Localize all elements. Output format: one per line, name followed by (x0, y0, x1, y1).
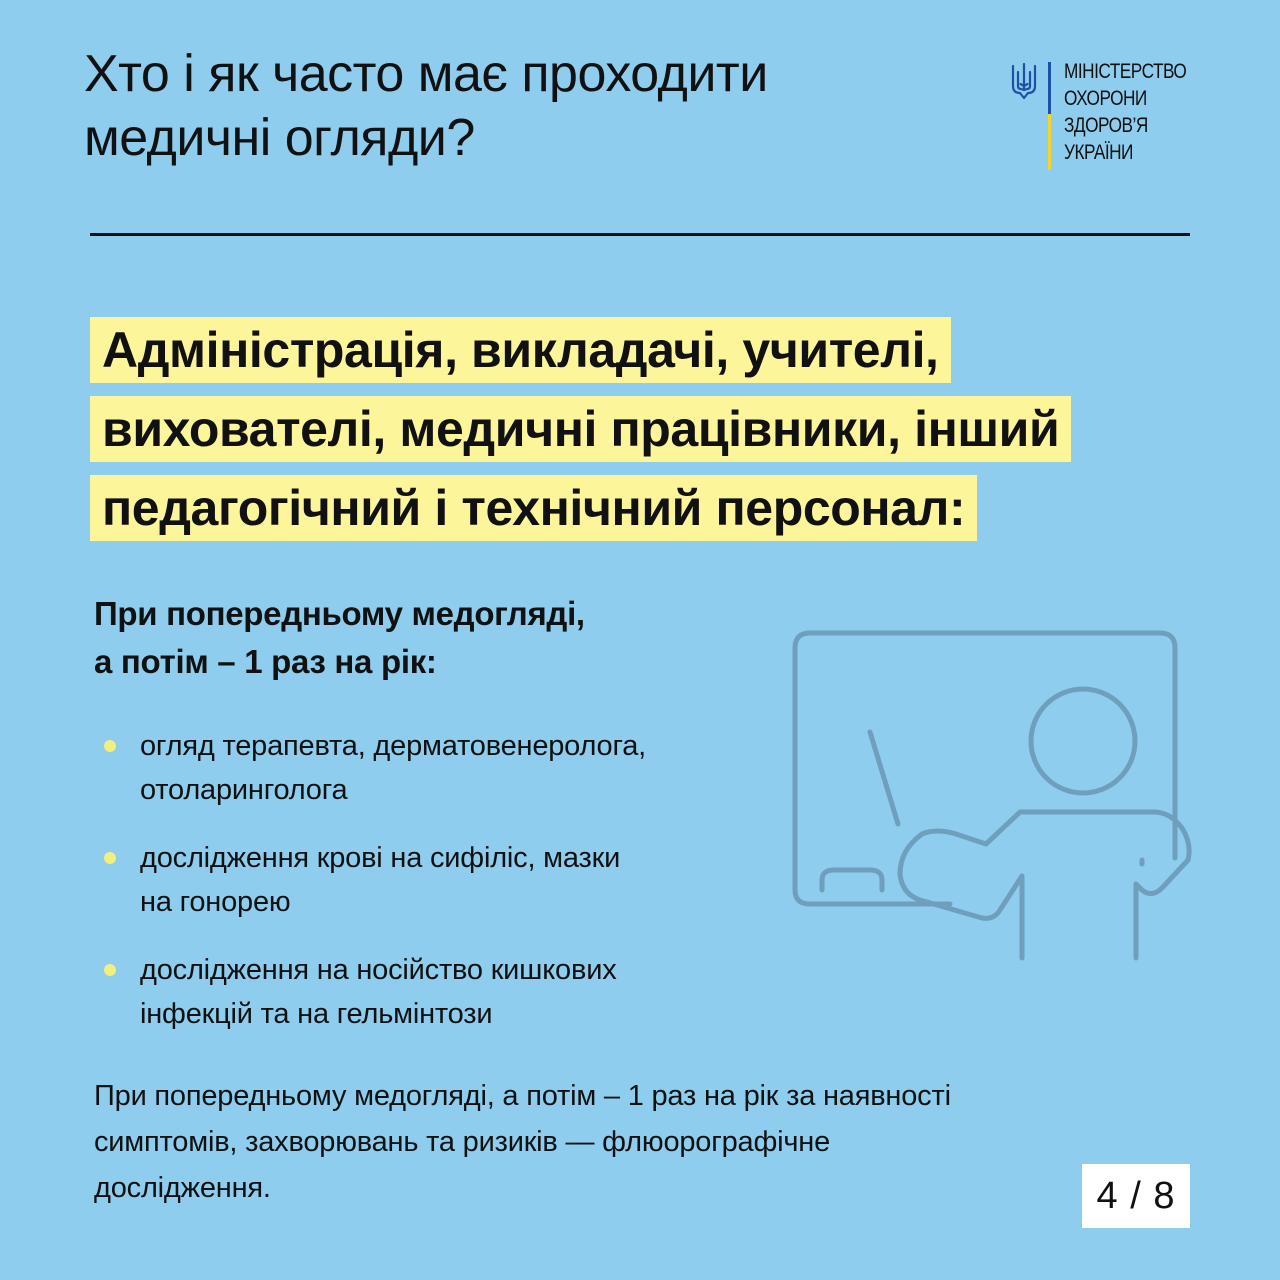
note-line: симптомів, захворювань та ризиків — флюорографічне (94, 1126, 831, 1158)
ministry-name-line: МІНІСТЕРСТВО (1064, 60, 1187, 83)
list-item-line: інфекцій та на гельмінтози (140, 998, 493, 1030)
bullet-dot-icon (104, 964, 116, 976)
bullet-dot-icon (104, 740, 116, 752)
board-eraser (822, 870, 882, 890)
list-item (94, 724, 774, 812)
list-item-line: на гонорею (140, 886, 291, 918)
ministry-name (1064, 58, 1186, 166)
fluorography-note (94, 1073, 1114, 1211)
flag-blue-bar (1048, 62, 1051, 114)
page-title (84, 42, 944, 170)
frequency-subheading (94, 590, 734, 686)
list-item-line: отоларинголога (140, 774, 348, 806)
teacher-at-board-icon (790, 628, 1200, 968)
list-item (94, 948, 774, 1036)
teacher-body (900, 812, 1189, 958)
page-title-line: медичні огляди? (84, 109, 475, 167)
list-item-line: дослідження крові на сифіліс, мазки (140, 842, 621, 874)
bullet-dot-icon (104, 852, 116, 864)
list-item-line: огляд терапевта, дерматовенеролога, (140, 730, 646, 762)
ministry-name-line: ЗДОРОВ’Я (1064, 114, 1148, 137)
ministry-name-line: УКРАЇНИ (1064, 141, 1133, 164)
audience-headline (90, 314, 1110, 551)
note-line: дослідження. (94, 1172, 271, 1204)
list-item (94, 836, 774, 924)
note-line: При попередньому медогляді, а потім – 1 раз на рік за наявності (94, 1080, 951, 1112)
examination-list (94, 724, 774, 1060)
list-item-line: дослідження на носійство кишкових (140, 954, 617, 986)
header-divider (90, 233, 1190, 236)
headline-line: вихователі, медичні працівники, інший (90, 396, 1071, 462)
ministry-logo (1010, 56, 1200, 176)
page-indicator: 4 / 8 (1082, 1164, 1190, 1228)
flag-yellow-bar (1048, 114, 1051, 170)
whiteboard-outline (795, 633, 1175, 904)
subheading-line: а потім – 1 раз на рік: (94, 643, 437, 680)
page-title-line: Хто і як часто має проходити (84, 45, 768, 103)
subheading-line: При попередньому медогляді, (94, 595, 585, 632)
headline-line: Адміністрація, викладачі, учителі, (90, 317, 951, 383)
headline-line: педагогічний і технічний персонал: (90, 475, 977, 541)
pointer-stick (870, 732, 898, 824)
ministry-name-line: ОХОРОНИ (1064, 87, 1147, 110)
teacher-head (1031, 689, 1135, 793)
trident-icon (1010, 62, 1038, 100)
